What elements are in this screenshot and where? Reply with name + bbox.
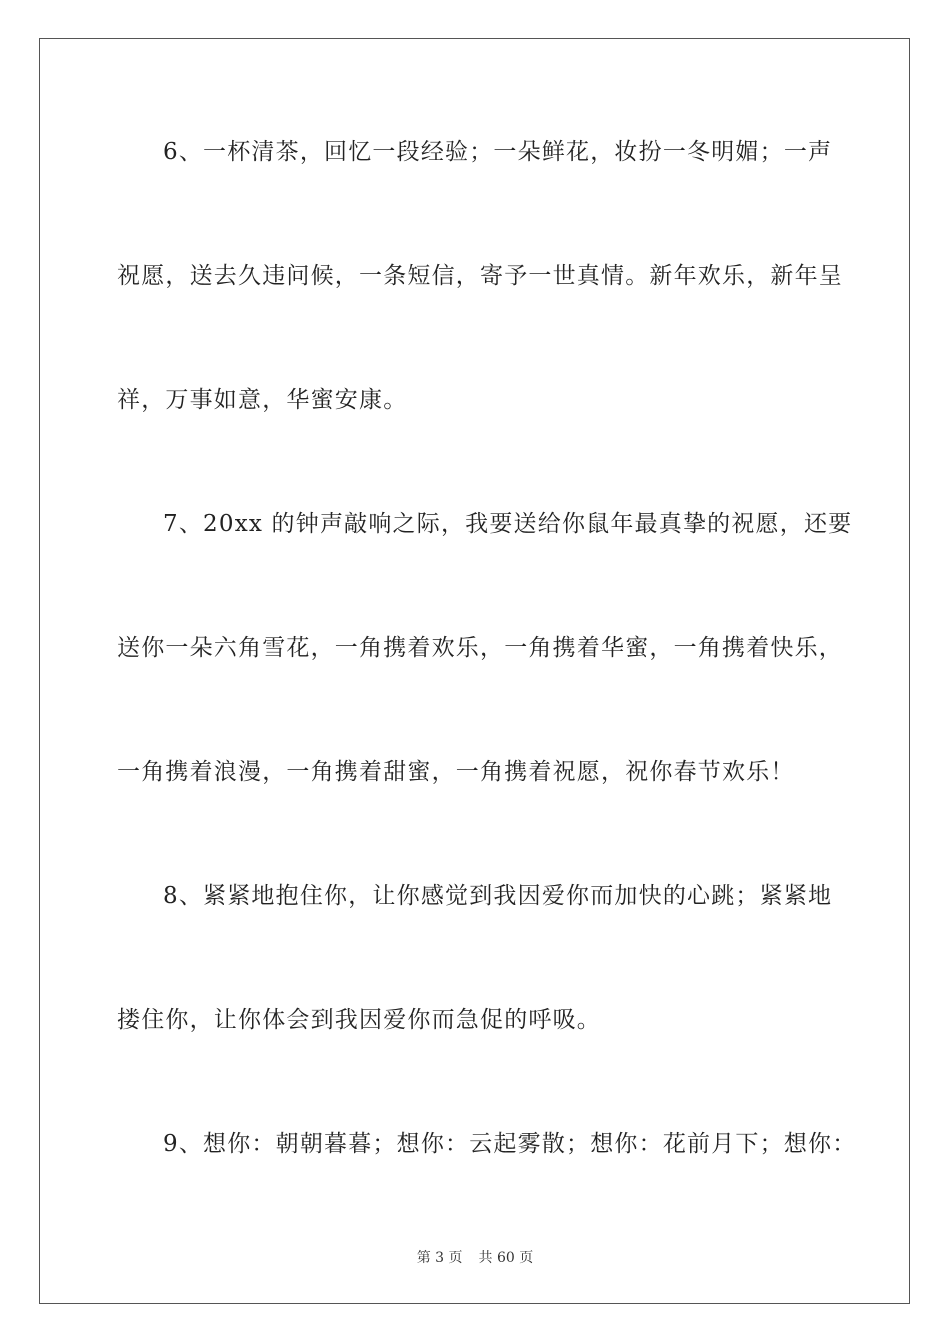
page-footer	[0, 1247, 950, 1267]
paragraph-6-line-3: 祥，万事如意，华蜜安康。	[117, 387, 408, 413]
paragraph-8-line-2: 搂住你，让你体会到我因爱你而急促的呼吸。	[117, 1007, 601, 1033]
paragraph-6-line-1: 6、一杯清茶，回忆一段经验；一朵鲜花，妆扮一冬明媚；一声	[163, 139, 833, 165]
paragraph-8-line-1: 8、紧紧地抱住你，让你感觉到我因爱你而加快的心跳；紧紧地	[163, 883, 833, 909]
page-number: 第 3 页	[416, 1250, 463, 1266]
paragraph-7-line-2: 送你一朵六角雪花，一角携着欢乐，一角携着华蜜，一角携着快乐，	[117, 635, 843, 661]
paragraph-6-line-2: 祝愿，送去久违问候，一条短信，寄予一世真情。新年欢乐，新年呈	[117, 263, 843, 289]
paragraph-7-line-3: 一角携着浪漫，一角携着甜蜜，一角携着祝愿，祝你春节欢乐！	[117, 759, 795, 785]
paragraph-9-line-1: 9、想你：朝朝暮暮；想你：云起雾散；想你：花前月下；想你：	[163, 1131, 857, 1157]
page-total: 共 60 页	[478, 1250, 534, 1266]
page-border	[39, 38, 910, 1304]
paragraph-7-line-1: 7、20xx 的钟声敲响之际，我要送给你鼠年最真挚的祝愿，还要	[163, 511, 853, 537]
